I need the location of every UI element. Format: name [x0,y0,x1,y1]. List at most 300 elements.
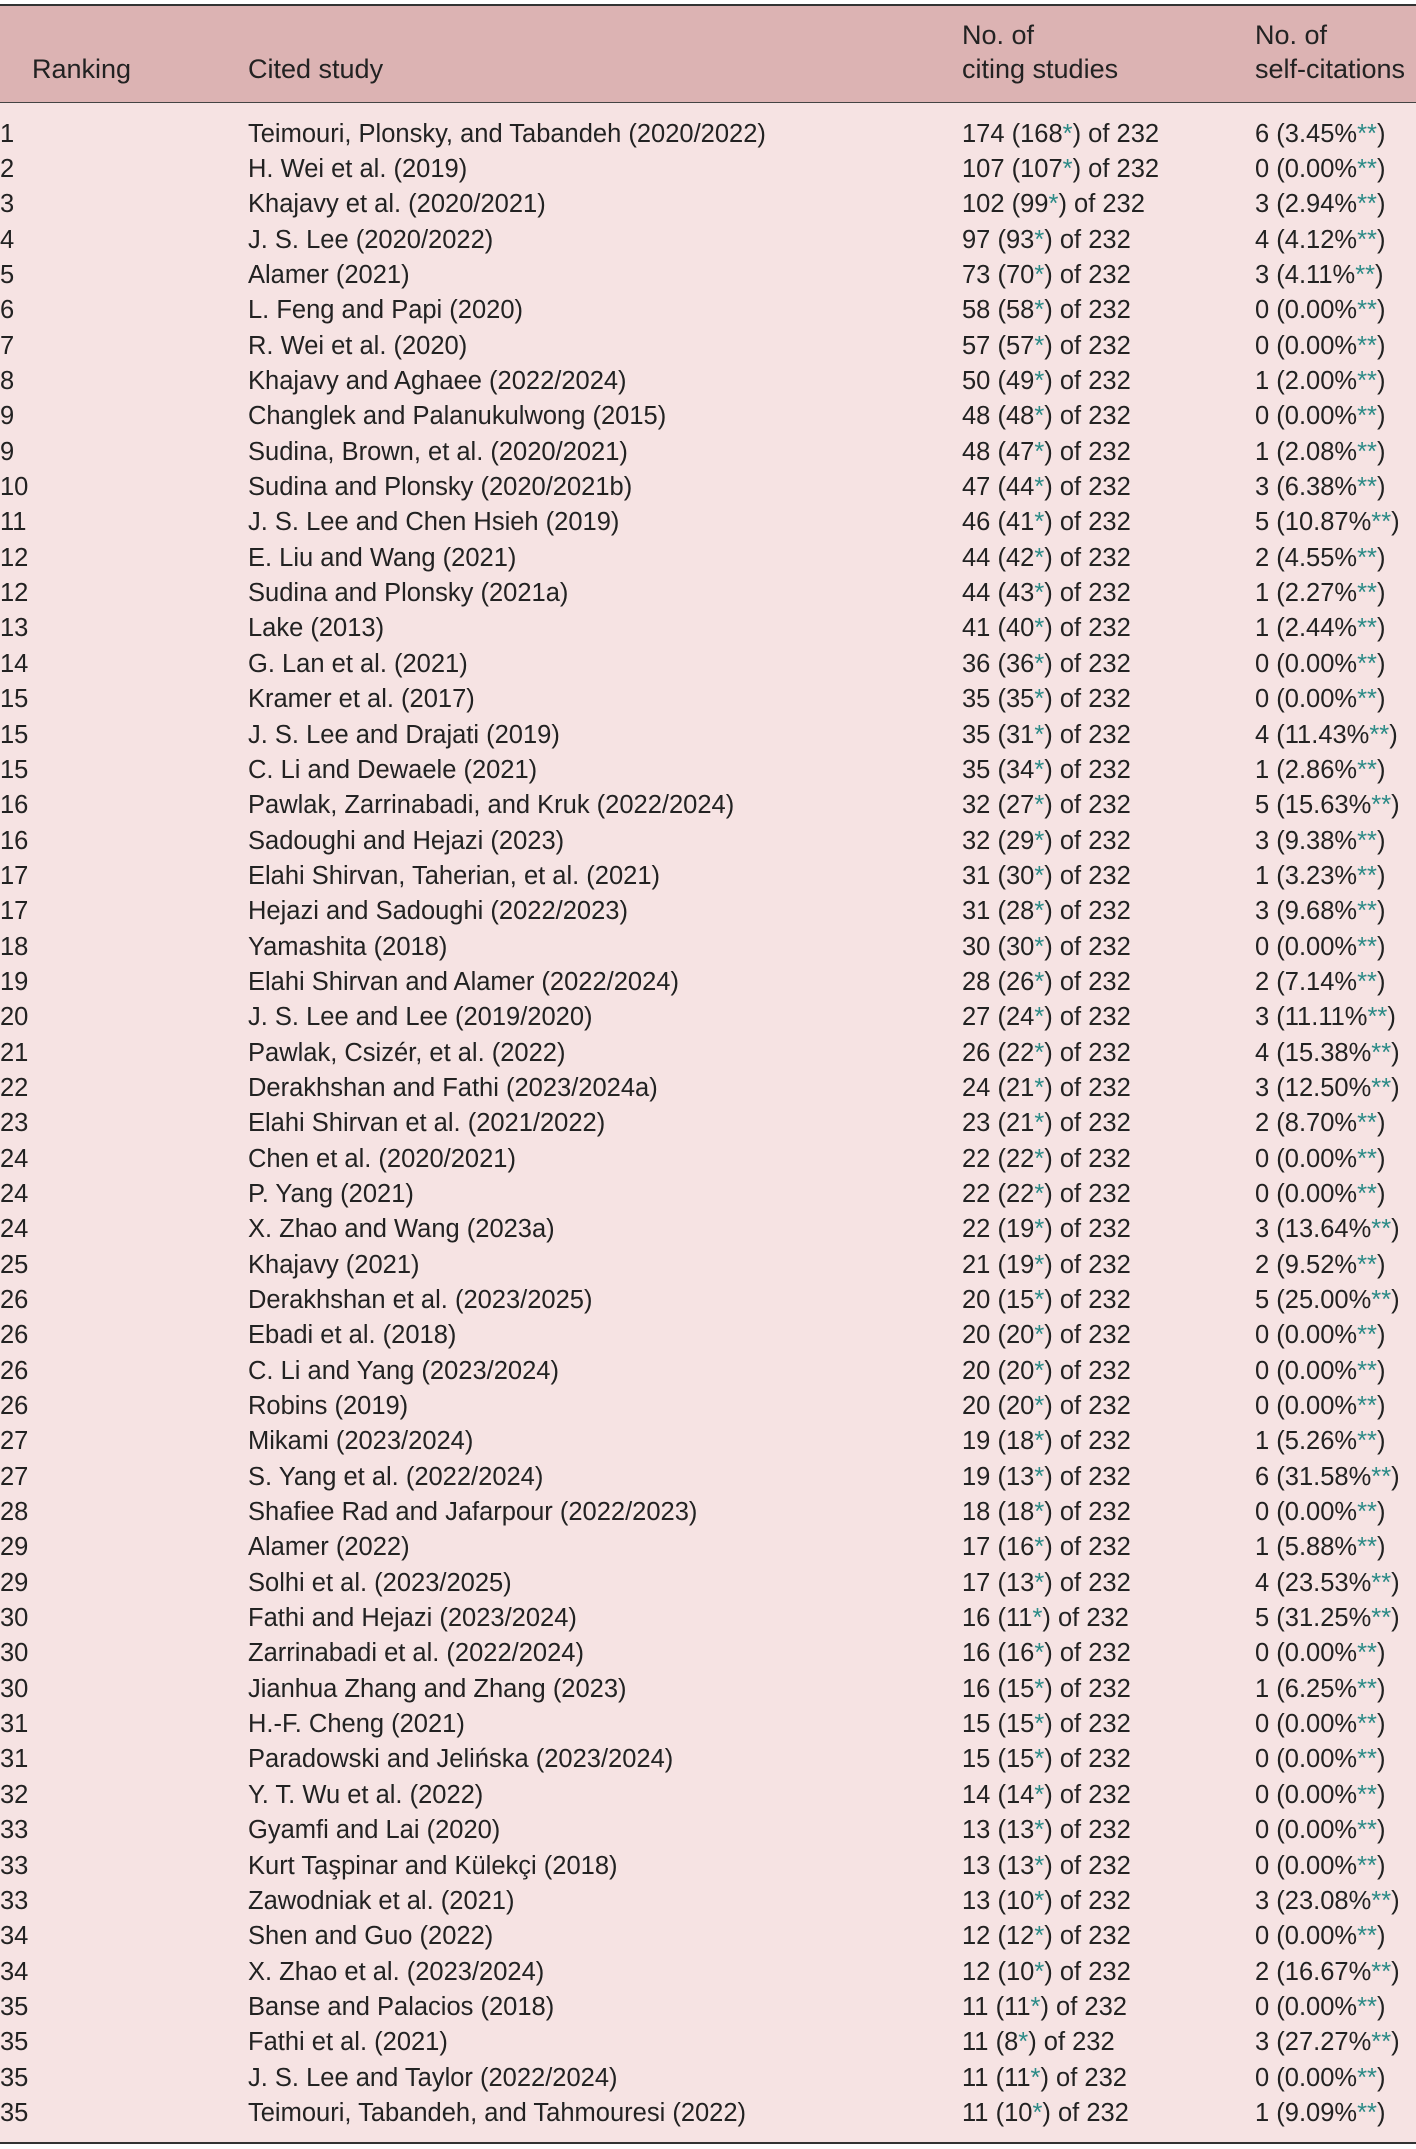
self-citations-cell: 2 (4.55%**) [1255,543,1386,572]
double-asterisk-marker: ** [1371,2028,1392,2057]
cited-study-cell [248,682,962,717]
double-asterisk-marker: ** [1357,1851,1377,1880]
cited-study-cell [248,1778,962,1813]
total-studies: 232 [1088,1073,1131,1102]
cited-study-cell [248,859,962,894]
self-citation-percent: 25.00% [1284,1286,1372,1315]
total-studies: 232 [1088,367,1131,396]
self-citation-count: 1 [1255,1533,1270,1562]
asterisk-marker: * [1034,331,1045,360]
ranking-cell [0,1742,248,1777]
asterisk-marker: * [1034,897,1045,926]
cited-study-cell [248,1283,962,1318]
self-citations-cell: 4 (4.12%**) [1255,225,1386,254]
citing-count: 19 [962,1427,991,1456]
self-citation-count: 0 [1255,1498,1270,1527]
total-studies: 232 [1088,755,1131,784]
self-citation-count: 2 [1255,967,1270,996]
ranking-value: 11 [0,508,27,537]
unique-citing-count: 13 [1005,1816,1035,1845]
total-studies: 232 [1088,296,1131,325]
ranking-value: 6 [0,296,15,325]
self-citations-cell: 0 (0.00%**) [1255,1498,1386,1527]
citing-studies-cell: 22 (22*) of 232 [962,1179,1131,1208]
asterisk-marker: * [1034,649,1045,678]
asterisk-marker: * [1034,1109,1045,1138]
self-citation-percent: 13.64% [1284,1215,1372,1244]
asterisk-marker: * [1034,1356,1045,1385]
self-citations-cell: 1 (9.09%**) [1255,2098,1386,2127]
self-citation-percent: 27.27% [1284,2028,1372,2057]
total-studies: 232 [1088,826,1131,855]
self-citation-count: 2 [1255,543,1270,572]
citing-count: 11 [962,2028,989,2057]
cited-study-value: R. Wei et al. (2020) [248,331,468,360]
self-citation-count: 0 [1255,1922,1270,1951]
total-studies: 232 [1088,614,1131,643]
double-asterisk-marker: ** [1357,1356,1377,1385]
cited-study-cell [248,505,962,540]
table-row [0,1919,1416,1954]
self-citation-count: 0 [1255,331,1270,360]
unique-citing-count: 8 [1004,2028,1019,2057]
total-studies: 232 [1088,1568,1131,1597]
unique-citing-count: 22 [1005,1144,1035,1173]
unique-citing-count: 24 [1005,1003,1035,1032]
total-studies: 232 [1088,861,1131,890]
cited-study-value: Fathi et al. (2021) [248,2028,448,2057]
double-asterisk-marker: ** [1371,791,1392,820]
table-header [0,6,1416,102]
asterisk-marker: * [1034,261,1045,290]
cited-study-value: H. Wei et al. (2019) [248,155,468,184]
double-asterisk-marker: ** [1357,367,1377,396]
self-citation-count: 0 [1255,1992,1270,2021]
citing-studies-cell: 15 (15*) of 232 [962,1710,1131,1739]
ranking-value: 8 [0,367,15,396]
cited-study-cell [248,823,962,858]
unique-citing-count: 30 [1005,932,1035,961]
asterisk-marker: * [1034,1462,1045,1491]
self-citation-count: 1 [1255,1427,1270,1456]
self-citation-count: 0 [1255,155,1270,184]
total-studies: 232 [1088,1144,1131,1173]
self-citation-count: 3 [1255,1003,1270,1032]
unique-citing-count: 22 [1005,1179,1035,1208]
self-citations-cell: 3 (9.38%**) [1255,826,1386,855]
citing-studies-cell: 13 (10*) of 232 [962,1886,1131,1915]
citing-studies-cell: 16 (15*) of 232 [962,1674,1131,1703]
citing-count: 27 [962,1003,991,1032]
cited-study-cell [248,1248,962,1283]
total-studies: 232 [1088,1250,1131,1279]
self-citations-cell: 0 (0.00%**) [1255,685,1386,714]
ranking-value: 21 [0,1038,29,1067]
citing-count: 17 [962,1533,991,1562]
self-citation-count: 1 [1255,755,1270,784]
citing-studies-cell: 73 (70*) of 232 [962,261,1131,290]
citing-studies-cell: 13 (13*) of 232 [962,1816,1131,1845]
unique-citing-count: 18 [1005,1427,1035,1456]
self-citation-percent: 23.08% [1284,1886,1372,1915]
unique-citing-count: 15 [1005,1710,1035,1739]
citing-studies-cell: 97 (93*) of 232 [962,225,1131,254]
citing-studies-cell: 102 (99*) of 232 [962,190,1145,219]
citing-studies-cell: 11 (11*) of 232 [962,2063,1127,2092]
total-studies: 232 [1088,1851,1131,1880]
unique-citing-count: 70 [1005,261,1035,290]
total-studies: 232 [1088,1780,1131,1809]
table-row [0,717,1416,752]
double-asterisk-marker: ** [1357,1674,1377,1703]
double-asterisk-marker: ** [1357,1109,1377,1138]
self-citation-count: 0 [1255,685,1270,714]
citing-studies-cell: 31 (28*) of 232 [962,897,1131,926]
self-citations-cell: 0 (0.00%**) [1255,1851,1386,1880]
citing-studies-cell: 20 (15*) of 232 [962,1286,1131,1315]
citing-studies-cell: 27 (24*) of 232 [962,1003,1131,1032]
double-asterisk-marker: ** [1357,1922,1377,1951]
cited-study-value: Mikami (2023/2024) [248,1427,474,1456]
self-citation-count: 0 [1255,1144,1270,1173]
ranking-value: 20 [0,1003,29,1032]
unique-citing-count: 21 [1005,1073,1035,1102]
total-studies: 232 [1088,1356,1131,1385]
asterisk-marker: * [1062,155,1073,184]
self-citation-count: 0 [1255,1321,1270,1350]
ranking-cell [0,576,248,611]
asterisk-marker: * [1034,1568,1045,1597]
cited-study-cell [248,611,962,646]
self-citation-count: 0 [1255,649,1270,678]
total-studies: 232 [1088,1462,1131,1491]
double-asterisk-marker: ** [1371,508,1392,537]
total-studies: 232 [1088,543,1131,572]
citing-count: 15 [962,1745,991,1774]
double-asterisk-marker: ** [1371,1462,1392,1491]
ranking-cell [0,1530,248,1565]
self-citation-count: 3 [1255,473,1270,502]
table-row [0,1212,1416,1247]
ranking-cell [0,364,248,399]
self-citations-cell: 5 (25.00%**) [1255,1286,1400,1315]
self-citations-cell: 3 (9.68%**) [1255,897,1386,926]
unique-citing-count: 57 [1005,331,1035,360]
cited-study-cell [248,1530,962,1565]
cited-study-value: Pawlak, Csizér, et al. (2022) [248,1038,566,1067]
ranking-value: 1 [0,119,15,148]
double-asterisk-marker: ** [1357,861,1377,890]
total-studies: 232 [1088,1003,1131,1032]
citing-studies-cell: 11 (10*) of 232 [962,2098,1129,2127]
ranking-cell [0,435,248,470]
citation-table-container [0,4,1416,2144]
total-studies: 232 [1084,1992,1127,2021]
self-citation-percent: 2.27% [1284,579,1358,608]
double-asterisk-marker: ** [1367,1003,1388,1032]
total-studies: 232 [1102,190,1145,219]
cited-study-value: Elahi Shirvan, Taherian, et al. (2021) [248,861,661,890]
citing-count: 13 [962,1886,991,1915]
total-studies: 232 [1088,1745,1131,1774]
self-citation-percent: 4.11% [1284,261,1356,290]
citing-count: 16 [962,1674,991,1703]
citing-studies-cell: 46 (41*) of 232 [962,508,1131,537]
citing-count: 15 [962,1710,991,1739]
self-citation-count: 1 [1255,614,1270,643]
ranking-value: 19 [0,967,29,996]
cited-study-cell [248,1106,962,1141]
citing-studies-cell: 20 (20*) of 232 [962,1356,1131,1385]
asterisk-marker: * [1034,1427,1045,1456]
table-row [0,1035,1416,1070]
cited-study-value: Elahi Shirvan et al. (2021/2022) [248,1109,606,1138]
self-citation-percent: 15.38% [1284,1038,1372,1067]
total-studies: 232 [1088,1427,1131,1456]
citing-studies-cell: 47 (44*) of 232 [962,473,1131,502]
table-row [0,329,1416,364]
self-citation-percent: 3.45% [1284,119,1358,148]
self-citation-count: 0 [1255,932,1270,961]
citing-studies-cell: 35 (35*) of 232 [962,685,1131,714]
citing-studies-cell: 28 (26*) of 232 [962,967,1131,996]
cited-study-cell [248,647,962,682]
self-citation-count: 4 [1255,1038,1270,1067]
total-studies: 232 [1084,2063,1127,2092]
cited-study-cell [248,1318,962,1353]
cited-study-cell [248,1672,962,1707]
self-citation-percent: 11.43% [1284,720,1370,749]
total-studies: 232 [1116,155,1160,184]
cited-study-cell [248,1141,962,1176]
double-asterisk-marker: ** [1371,1073,1392,1102]
total-studies: 232 [1088,1639,1131,1668]
unique-citing-count: 20 [1005,1392,1035,1421]
ranking-value: 12 [0,543,29,572]
self-citation-count: 0 [1255,1780,1270,1809]
citing-count: 12 [962,1957,991,1986]
cited-study-cell [248,1707,962,1742]
ranking-cell [0,470,248,505]
total-studies: 232 [1088,720,1131,749]
citing-studies-cell: 41 (40*) of 232 [962,614,1131,643]
self-citation-percent: 0.00% [1284,402,1358,431]
table-row [0,1106,1416,1141]
citing-studies-cell: 17 (13*) of 232 [962,1568,1131,1597]
self-citations-cell: 0 (0.00%**) [1255,932,1386,961]
citing-studies-cell: 174 (168*) of 232 [962,119,1160,148]
unique-citing-count: 13 [1005,1462,1035,1491]
cited-study-cell [248,1212,962,1247]
ranking-cell [0,682,248,717]
citing-studies-cell: 16 (16*) of 232 [962,1639,1131,1668]
self-citation-percent: 0.00% [1284,2063,1358,2092]
self-citation-percent: 2.44% [1284,614,1358,643]
asterisk-marker: * [1034,861,1045,890]
table-row [0,682,1416,717]
ranking-value: 33 [0,1886,29,1915]
unique-citing-count: 13 [1005,1568,1035,1597]
self-citations-cell: 6 (31.58%**) [1255,1462,1400,1491]
citing-count: 19 [962,1462,991,1491]
citing-count: 48 [962,437,991,466]
unique-citing-count: 14 [1005,1780,1035,1809]
citing-count: 22 [962,1179,991,1208]
total-studies: 232 [1088,402,1131,431]
ranking-cell [0,717,248,752]
table-row [0,1566,1416,1601]
cited-study-value: Sudina and Plonsky (2021a) [248,579,569,608]
self-citation-percent: 4.55% [1284,543,1358,572]
total-studies: 232 [1088,1498,1131,1527]
ranking-value: 7 [0,331,15,360]
table-row [0,647,1416,682]
ranking-value: 31 [0,1710,29,1739]
unique-citing-count: 107 [1020,155,1063,184]
ranking-cell [0,541,248,576]
self-citation-percent: 5.88% [1284,1533,1358,1562]
self-citation-count: 1 [1255,437,1270,466]
ranking-value: 29 [0,1568,29,1597]
table-row [0,1636,1416,1671]
cited-study-value: Zarrinabadi et al. (2022/2024) [248,1639,584,1668]
table-row [0,788,1416,823]
total-studies: 232 [1088,473,1131,502]
table-row [0,823,1416,858]
double-asterisk-marker: ** [1357,2098,1377,2127]
unique-citing-count: 12 [1005,1922,1035,1951]
ranking-cell [0,859,248,894]
citing-count: 44 [962,543,991,572]
table-row [0,1071,1416,1106]
table-row [0,364,1416,399]
header-citing-line1: No. of [962,19,1035,50]
total-studies: 232 [1088,1286,1131,1315]
unique-citing-count: 99 [1020,190,1049,219]
double-asterisk-marker: ** [1357,1533,1377,1562]
cited-study-value: X. Zhao et al. (2023/2024) [248,1957,545,1986]
self-citations-cell: 1 (2.44%**) [1255,614,1386,643]
citing-studies-cell: 50 (49*) of 232 [962,367,1131,396]
citing-count: 35 [962,720,991,749]
self-citation-percent: 0.00% [1284,296,1358,325]
cited-study-value: Shen and Guo (2022) [248,1922,494,1951]
citing-studies-cell: 19 (13*) of 232 [962,1462,1131,1491]
citing-count: 14 [962,1780,991,1809]
unique-citing-count: 10 [1005,1886,1035,1915]
double-asterisk-marker: ** [1371,1286,1392,1315]
table-row [0,223,1416,258]
total-studies: 232 [1086,2098,1129,2127]
asterisk-marker: * [1034,1780,1045,1809]
double-asterisk-marker: ** [1357,1392,1377,1421]
ranking-cell [0,505,248,540]
self-citation-count: 0 [1255,1179,1270,1208]
ranking-value: 35 [0,1992,29,2021]
self-citation-percent: 0.00% [1284,1498,1358,1527]
asterisk-marker: * [1032,2098,1043,2127]
table-row [0,1495,1416,1530]
ranking-value: 30 [0,1639,29,1668]
double-asterisk-marker: ** [1371,1215,1392,1244]
unique-citing-count: 18 [1005,1498,1035,1527]
asterisk-marker: * [1034,1250,1045,1279]
self-citations-cell: 3 (2.94%**) [1255,190,1386,219]
ranking-value: 25 [0,1250,29,1279]
cited-study-value: Chen et al. (2020/2021) [248,1144,516,1173]
table-row [0,2096,1416,2131]
citing-count: 35 [962,685,991,714]
cited-study-cell [248,929,962,964]
double-asterisk-marker: ** [1357,1144,1377,1173]
asterisk-marker: * [1034,579,1045,608]
self-citation-percent: 4.12% [1284,225,1358,254]
unique-citing-count: 35 [1005,685,1035,714]
table-row [0,258,1416,293]
ranking-cell [0,1601,248,1636]
self-citation-count: 0 [1255,1392,1270,1421]
citing-studies-cell: 107 (107*) of 232 [962,155,1160,184]
total-studies: 232 [1088,1109,1131,1138]
cited-study-value: J. S. Lee (2020/2022) [248,225,494,254]
self-citation-count: 3 [1255,897,1270,926]
table-row [0,1389,1416,1424]
unique-citing-count: 26 [1005,967,1035,996]
cited-study-value: Derakhshan and Fathi (2023/2024a) [248,1073,658,1102]
ranking-value: 24 [0,1215,29,1244]
ranking-cell [0,1884,248,1919]
cited-study-cell [248,2096,962,2131]
self-citations-cell: 4 (23.53%**) [1255,1568,1400,1597]
citing-count: 57 [962,331,991,360]
ranking-cell [0,823,248,858]
self-citation-percent: 6.25% [1284,1674,1358,1703]
cited-study-value: J. S. Lee and Lee (2019/2020) [248,1003,593,1032]
asterisk-marker: * [1034,1533,1045,1562]
double-asterisk-marker: ** [1357,331,1377,360]
unique-citing-count: 34 [1005,755,1035,784]
unique-citing-count: 27 [1005,791,1035,820]
cited-study-value: L. Feng and Papi (2020) [248,296,524,325]
self-citation-count: 3 [1255,261,1270,290]
table-row [0,293,1416,328]
table-row [0,1000,1416,1035]
self-citation-count: 1 [1255,579,1270,608]
self-citation-count: 2 [1255,1109,1270,1138]
self-citations-cell: 0 (0.00%**) [1255,331,1386,360]
self-citation-percent: 2.08% [1284,437,1358,466]
asterisk-marker: * [1018,2028,1029,2057]
double-asterisk-marker: ** [1357,1498,1377,1527]
table-row [0,1141,1416,1176]
citing-studies-cell: 16 (11*) of 232 [962,1604,1129,1633]
double-asterisk-marker: ** [1357,1427,1377,1456]
total-studies: 232 [1088,1321,1131,1350]
asterisk-marker: * [1062,119,1073,148]
self-citations-cell: 0 (0.00%**) [1255,1710,1386,1739]
ranking-cell [0,152,248,187]
self-citation-percent: 0.00% [1284,1922,1358,1951]
citing-studies-cell: 44 (42*) of 232 [962,543,1131,572]
self-citation-percent: 0.00% [1284,1639,1358,1668]
self-citation-percent: 2.86% [1284,755,1358,784]
citing-count: 97 [962,225,991,254]
citing-studies-cell: 44 (43*) of 232 [962,579,1131,608]
cited-study-cell [248,1813,962,1848]
citing-count: 20 [962,1321,991,1350]
citing-count: 32 [962,791,991,820]
header-self-line2: self-citations [1255,53,1406,84]
